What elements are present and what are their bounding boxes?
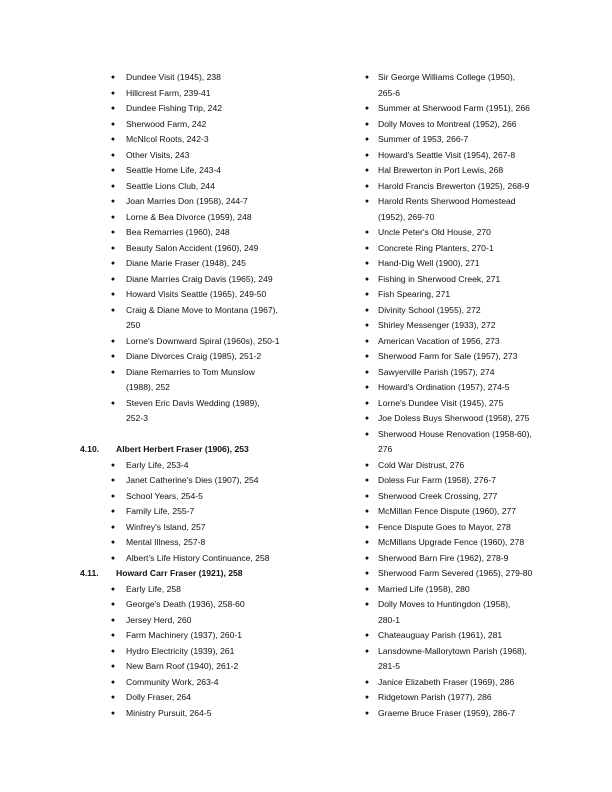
index-entry-text: Diane Remarries to Tom Munslow [126, 366, 255, 377]
bullet-icon: ● [110, 136, 116, 143]
index-entry-continuation: 252-3 [126, 413, 148, 423]
index-entry [363, 504, 563, 520]
index-entry-text: George's Death (1936), 258-60 [126, 599, 245, 609]
bullet-icon: ● [364, 291, 370, 298]
index-entry-text: Lorne & Bea Divorce (1959), 248 [126, 211, 252, 222]
bullet-icon: ● [364, 678, 370, 686]
bullet-icon: ● [110, 244, 116, 252]
index-entry-text: Seattle Lions Club, 244 [126, 180, 215, 191]
index-entry [363, 179, 563, 195]
index-entry-text: Janice Elizabeth Fraser (1969), 286 [378, 676, 515, 687]
index-entry [80, 644, 330, 660]
index-entry-text: Diane Marie Fraser (1948), 245 [126, 258, 246, 268]
bullet-icon: ● [364, 151, 370, 159]
index-entry-text: Lorne's Downward Spiral (1960s), 250-1 [126, 335, 280, 346]
index-entry [363, 132, 563, 148]
index-entry [80, 334, 330, 350]
bullet-icon: ● [364, 260, 370, 267]
index-entry-text: Diane Divorces Craig (1985), 251-2 [126, 351, 262, 361]
bullet-icon: ● [364, 554, 370, 562]
bullet-icon: ● [110, 229, 116, 236]
bullet-icon: ● [364, 585, 370, 593]
index-entry-text: Sherwood Farm, 242 [126, 118, 207, 129]
index-entry [363, 194, 563, 225]
index-entry-text: Sir George Williams College (1950), [378, 72, 516, 82]
bullet-icon: ● [110, 74, 116, 81]
index-entry [363, 706, 563, 722]
index-entry [363, 535, 563, 551]
bullet-icon: ● [110, 647, 116, 655]
index-entry [80, 349, 330, 365]
index-entry [363, 396, 563, 412]
index-entry-text: Steven Eric Davis Wedding (1989), [126, 397, 260, 408]
index-entry [363, 551, 563, 567]
index-entry-text: McMillan Fence Dispute (1960), 277 [378, 506, 517, 516]
index-entry [80, 194, 330, 210]
bullet-icon: ● [110, 461, 116, 469]
index-entry [363, 334, 563, 350]
index-entry [363, 256, 563, 272]
index-entry-text: Dolly Moves to Huntingdon (1958), [378, 599, 511, 609]
index-entry-text: Early Life, 253-4 [126, 459, 189, 470]
index-entry [363, 380, 563, 396]
bullet-icon: ● [364, 74, 370, 81]
index-entry-text: Lansdowne-Mallorytown Parish (1968), [378, 645, 528, 656]
index-entry-text: Summer of 1953, 266-7 [378, 134, 469, 144]
index-entry [80, 179, 330, 195]
index-entry [80, 504, 330, 520]
index-right-column [363, 70, 563, 721]
index-entry [363, 675, 563, 691]
index-entry [80, 489, 330, 505]
bullet-icon: ● [364, 353, 370, 360]
bullet-icon: ● [364, 539, 370, 546]
bullet-icon: ● [110, 89, 116, 97]
index-entry [80, 272, 330, 288]
index-entry-text: Fishing in Sherwood Creek, 271 [378, 273, 501, 284]
index-entry [80, 132, 330, 148]
bullet-icon: ● [110, 632, 116, 639]
index-entry-text: Diane Marries Craig Davis (1965), 249 [126, 273, 273, 284]
index-entry [80, 551, 330, 567]
bullet-icon: ● [110, 585, 116, 593]
index-entry [363, 303, 563, 319]
index-entry [80, 70, 330, 86]
index-entry [363, 272, 563, 288]
bullet-icon: ● [110, 601, 116, 608]
bullet-icon: ● [364, 492, 370, 500]
bullet-icon: ● [364, 275, 370, 283]
index-entry-text: Dundee Fishing Trip, 242 [126, 103, 223, 113]
bullet-icon: ● [110, 539, 116, 546]
bullet-icon: ● [364, 198, 370, 205]
bullet-icon: ● [110, 492, 116, 500]
bullet-icon: ● [364, 368, 370, 376]
index-entry-text: Lorne's Dundee Visit (1945), 275 [378, 397, 504, 408]
index-entry-text: Divinity School (1955), 272 [378, 304, 481, 315]
index-entry-text: Shirley Messenger (1933), 272 [378, 320, 496, 330]
bullet-icon: ● [110, 105, 116, 112]
index-entry [80, 396, 330, 427]
index-entry-text: Sherwood Farm for Sale (1957), 273 [378, 351, 518, 361]
bullet-icon: ● [110, 368, 116, 376]
bullet-icon: ● [110, 353, 116, 360]
bullet-icon: ● [364, 167, 370, 174]
index-entry-text: Joe Doless Buys Sherwood (1958), 275 [378, 413, 530, 423]
index-left-column [80, 70, 330, 721]
index-entry-text: Hand-Dig Well (1900), 271 [378, 258, 480, 268]
index-entry [363, 582, 563, 598]
index-entry [363, 365, 563, 381]
bullet-icon: ● [110, 151, 116, 159]
index-entry-text: Farm Machinery (1937), 260-1 [126, 630, 243, 640]
section-title: Albert Herbert Fraser (1906), 253 [116, 444, 249, 454]
index-entry [363, 411, 563, 427]
index-entry [363, 117, 563, 133]
index-entry [80, 473, 330, 489]
bullet-icon: ● [364, 523, 370, 531]
index-entry-text: Other Visits, 243 [126, 149, 190, 160]
index-entry [363, 148, 563, 164]
index-entry-text: Harold Rents Sherwood Homestead [378, 196, 516, 206]
index-entry-text: Sherwood Farm Severed (1965), 279-80 [378, 568, 533, 578]
index-entry [80, 535, 330, 551]
bullet-icon: ● [364, 508, 370, 515]
index-entry [363, 489, 563, 505]
index-entry [363, 163, 563, 179]
index-entry-continuation: 276 [378, 444, 393, 454]
index-entry-text: Ministry Pursuit, 264-5 [126, 707, 212, 718]
bullet-icon: ● [110, 523, 116, 531]
index-entry [80, 86, 330, 102]
bullet-icon: ● [364, 384, 370, 391]
index-entry [80, 287, 330, 303]
index-entry-text: Community Work, 263-4 [126, 676, 219, 687]
index-entry-text: Uncle Peter's Old House, 270 [378, 227, 491, 237]
index-entry-continuation: (1952), 269-70 [378, 211, 435, 222]
index-entry [363, 225, 563, 241]
index-entry-text: Fence Dispute Goes to Mayor, 278 [378, 521, 511, 532]
index-entry-text: Sawyerville Parish (1957), 274 [378, 366, 495, 377]
section-number: 4.11. [80, 568, 99, 578]
index-entry-text: Hal Brewerton in Port Lewis, 268 [378, 165, 504, 175]
bullet-icon: ● [110, 198, 116, 205]
bullet-icon: ● [364, 430, 370, 438]
index-entry-text: Craig & Diane Move to Montana (1967), [126, 304, 278, 315]
index-entry-text: Fish Spearing, 271 [378, 289, 451, 299]
index-entry [363, 473, 563, 489]
index-entry-text: Dundee Visit (1945), 238 [126, 72, 221, 82]
bullet-icon: ● [110, 616, 116, 624]
bullet-icon: ● [364, 337, 370, 345]
index-entry [363, 349, 563, 365]
section-title: Howard Carr Fraser (1921), 258 [116, 568, 243, 578]
index-entry-text: Sherwood Creek Crossing, 277 [378, 490, 498, 501]
index-entry [363, 427, 563, 458]
bullet-icon: ● [364, 415, 370, 422]
index-entry [80, 690, 330, 706]
index-entry [80, 582, 330, 598]
index-entry-text: Dolly Fraser, 264 [126, 692, 191, 702]
index-entry-text: Graeme Bruce Fraser (1959), 286-7 [378, 707, 516, 718]
section-heading [80, 442, 330, 458]
index-entry-text: Howard Visits Seattle (1965), 249-50 [126, 289, 267, 299]
index-entry-continuation: (1988), 252 [126, 382, 170, 392]
index-entry-text: McNIcol Roots, 242-3 [126, 134, 209, 144]
index-entry-text: Concrete Ring Planters, 270-1 [378, 242, 494, 253]
index-entry [80, 101, 330, 117]
bullet-icon: ● [110, 260, 116, 267]
index-entry-continuation: 265-6 [378, 87, 400, 98]
index-entry [363, 101, 563, 117]
bullet-icon: ● [364, 601, 370, 608]
index-entry [363, 458, 563, 474]
bullet-icon: ● [110, 709, 116, 717]
bullet-icon: ● [110, 120, 116, 128]
bullet-icon: ● [364, 306, 370, 314]
section-number: 4.10. [80, 444, 100, 454]
bullet-icon: ● [110, 291, 116, 298]
index-entry-text: American Vacation of 1956, 273 [378, 335, 500, 346]
bullet-icon: ● [364, 136, 370, 143]
index-entry [363, 566, 563, 582]
bullet-icon: ● [364, 229, 370, 236]
index-entry [363, 70, 563, 101]
index-entry-text: School Years, 254-5 [126, 490, 203, 501]
index-entry-text: Howard's Ordination (1957), 274-5 [378, 382, 510, 392]
bullet-icon: ● [364, 709, 370, 717]
index-entry-text: Family Life, 255-7 [126, 506, 195, 516]
index-entry [80, 675, 330, 691]
bullet-icon: ● [110, 399, 116, 407]
index-entry [363, 628, 563, 644]
bullet-icon: ● [110, 554, 116, 562]
bullet-icon: ● [110, 508, 116, 515]
bullet-icon: ● [110, 182, 116, 190]
index-entry [363, 644, 563, 675]
index-entry-text: Hydro Electricity (1939), 261 [126, 645, 235, 656]
index-entry [80, 210, 330, 226]
index-entry [80, 241, 330, 257]
index-entry-text: Early Life, 258 [126, 583, 181, 594]
index-entry [80, 597, 330, 613]
index-entry-text: Chateauguay Parish (1961), 281 [378, 630, 503, 640]
index-entry-text: Albert's Life History Continuance, 258 [126, 552, 270, 563]
index-entry [80, 520, 330, 536]
bullet-icon: ● [364, 694, 370, 701]
section-spacer [80, 427, 330, 443]
index-entry [80, 365, 330, 396]
index-entry-text: Jersey Herd, 260 [126, 614, 192, 625]
index-entry [363, 597, 563, 628]
bullet-icon: ● [364, 570, 370, 577]
bullet-icon: ● [364, 322, 370, 329]
index-entry-text: Beauty Salon Accident (1960), 249 [126, 242, 259, 253]
bullet-icon: ● [364, 182, 370, 190]
bullet-icon: ● [364, 477, 370, 484]
index-entry-text: Harold Francis Brewerton (1925), 268-9 [378, 180, 530, 191]
bullet-icon: ● [110, 337, 116, 345]
bullet-icon: ● [364, 105, 370, 112]
index-entry [363, 318, 563, 334]
index-entry [80, 163, 330, 179]
index-entry [363, 287, 563, 303]
index-entry-text: Cold War Distrust, 276 [378, 459, 465, 470]
bullet-icon: ● [110, 167, 116, 174]
index-entry [80, 148, 330, 164]
index-entry [80, 628, 330, 644]
index-entry [363, 241, 563, 257]
index-entry-text: Winfrey's Island, 257 [126, 521, 206, 532]
bullet-icon: ● [110, 663, 116, 670]
index-entry-text: Janet Catherine's Dies (1907), 254 [126, 475, 259, 485]
bullet-icon: ● [364, 632, 370, 639]
index-entry [80, 117, 330, 133]
section-heading [80, 566, 330, 582]
index-entry [80, 458, 330, 474]
index-entry-text: Doless Fur Farm (1958), 276-7 [378, 475, 496, 485]
index-entry-text: Mental Illness, 257-8 [126, 537, 206, 547]
index-entry-text: Summer at Sherwood Farm (1951), 266 [378, 103, 530, 113]
bullet-icon: ● [110, 275, 116, 283]
index-entry-text: Dolly Moves to Montreal (1952), 266 [378, 118, 517, 129]
index-entry-text: McMillans Upgrade Fence (1960), 278 [378, 537, 525, 547]
index-entry-text: Married Life (1958), 280 [378, 583, 470, 594]
bullet-icon: ● [364, 120, 370, 128]
index-entry-text: Ridgetown Parish (1977), 286 [378, 692, 492, 702]
bullet-icon: ● [364, 244, 370, 252]
index-entry-text: Hillcrest Farm, 239-41 [126, 87, 211, 98]
index-entry [80, 706, 330, 722]
bullet-icon: ● [110, 306, 116, 314]
bullet-icon: ● [110, 477, 116, 484]
bullet-icon: ● [364, 461, 370, 469]
index-entry-continuation: 250 [126, 320, 141, 330]
index-entry-text: Bea Remarries (1960), 248 [126, 227, 230, 237]
index-entry-continuation: 281-5 [378, 661, 400, 671]
index-entry [363, 520, 563, 536]
bullet-icon: ● [110, 678, 116, 686]
index-entry-text: Howard's Seattle Visit (1954), 267-8 [378, 149, 516, 160]
bullet-icon: ● [364, 399, 370, 407]
index-entry-text: Sherwood Barn Fire (1962), 278-9 [378, 552, 509, 563]
bullet-icon: ● [110, 213, 116, 221]
index-entry [80, 256, 330, 272]
index-entry [80, 659, 330, 675]
index-entry-text: Sherwood House Renovation (1958-60), [378, 428, 532, 439]
index-entry [80, 613, 330, 629]
index-entry-text: Joan Marries Don (1958), 244-7 [126, 196, 248, 206]
index-entry [80, 225, 330, 241]
bullet-icon: ● [364, 647, 370, 655]
index-entry-text: Seattle Home Life, 243-4 [126, 165, 222, 175]
index-entry-continuation: 280-1 [378, 614, 400, 625]
bullet-icon: ● [110, 694, 116, 701]
index-entry [80, 303, 330, 334]
index-entry-text: New Barn Roof (1940), 261-2 [126, 661, 239, 671]
index-entry [363, 690, 563, 706]
